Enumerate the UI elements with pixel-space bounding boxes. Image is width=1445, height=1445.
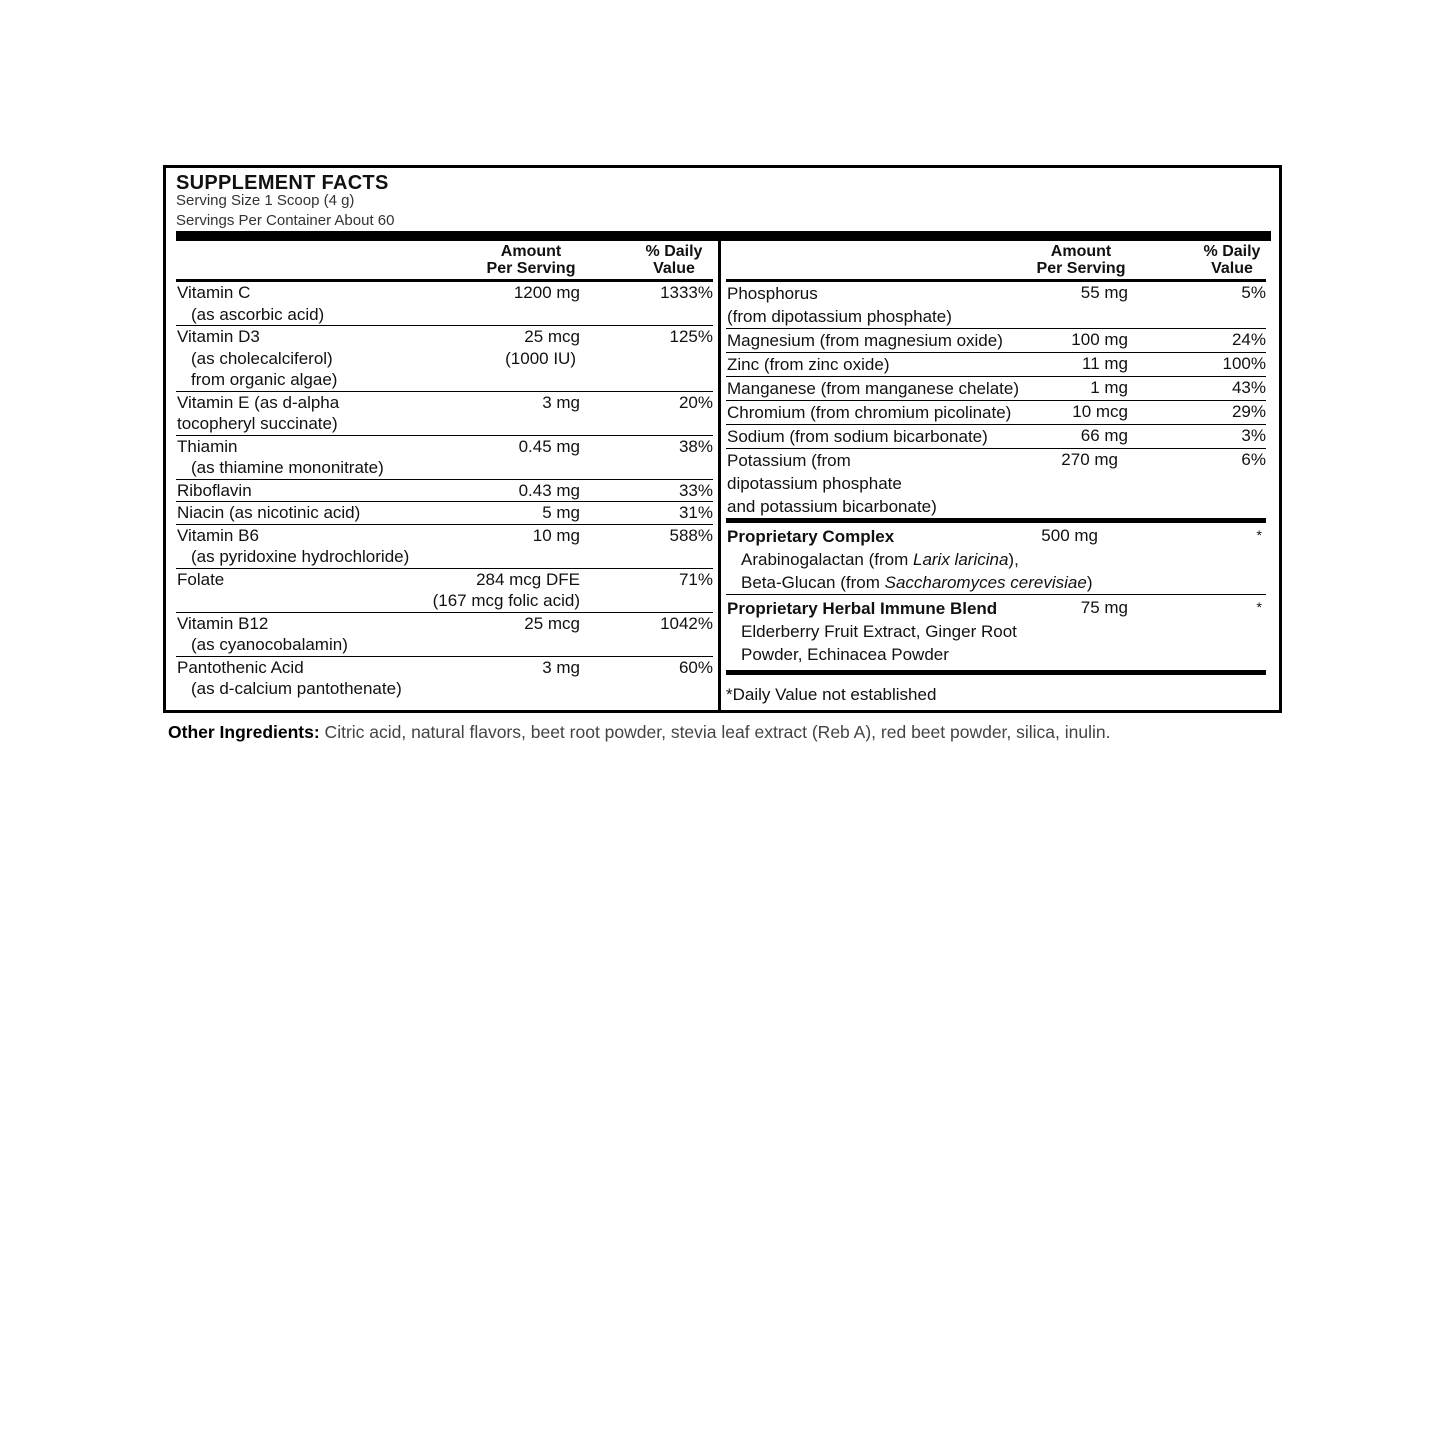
right-nutrient-column xyxy=(726,241,1266,705)
left-nutrient-column xyxy=(176,241,713,700)
nutrient-name: Zinc (from zinc oxide) xyxy=(727,355,890,374)
nutrient-source: (as ascorbic acid) xyxy=(191,304,325,324)
nutrient-daily-value: 100% xyxy=(1222,354,1266,373)
serving-size: Serving Size 1 Scoop (4 g) xyxy=(176,192,355,209)
nutrient-daily-value: 125% xyxy=(669,327,713,346)
amount-header-line: Per Serving xyxy=(486,260,576,277)
nutrient-amount: 10 mg xyxy=(532,525,580,545)
nutrient-daily-value: 3% xyxy=(1241,426,1266,445)
blend-latin-name: Larix laricina xyxy=(912,550,1009,569)
nutrient-amount: 5 mg xyxy=(542,503,580,522)
nutrient-amount: 0.43 mg xyxy=(518,480,580,500)
nutrient-name: Pantothenic Acid xyxy=(177,657,304,677)
nutrient-row xyxy=(176,282,713,326)
nutrient-amount: 270 mg xyxy=(1061,450,1118,469)
nutrient-source: (as thiamine mononitrate) xyxy=(191,458,384,477)
nutrient-name: Potassium (from xyxy=(727,451,851,470)
nutrient-amount: 55 mg xyxy=(1080,283,1128,302)
blend-ingredients-line xyxy=(726,571,1266,594)
nutrient-source: (as pyridoxine hydrochloride) xyxy=(191,547,410,566)
nutrient-row xyxy=(176,525,713,569)
nutrient-source: from organic algae) xyxy=(191,370,338,389)
nutrient-amount: 25 mcg xyxy=(524,613,580,633)
daily-value-header xyxy=(638,243,710,277)
nutrient-amount: 3 mg xyxy=(542,392,580,412)
daily-value-header xyxy=(1196,243,1268,277)
nutrient-name: Magnesium (from magnesium oxide) xyxy=(727,331,1003,350)
nutrient-amount: 11 mg xyxy=(1082,354,1128,373)
blend-text: Beta-Glucan (from xyxy=(741,573,885,592)
nutrient-row xyxy=(726,329,1266,353)
nutrient-row xyxy=(726,449,1266,523)
nutrient-amount: 66 mg xyxy=(1080,426,1128,445)
nutrient-row xyxy=(726,425,1266,449)
nutrient-source: (as cholecalciferol) xyxy=(191,348,333,368)
blend-daily-value: * xyxy=(1256,527,1262,543)
nutrient-amount: 100 mg xyxy=(1071,330,1128,349)
nutrient-row xyxy=(726,401,1266,425)
nutrient-daily-value: 588% xyxy=(669,525,713,545)
nutrient-name: Vitamin E (as d-alpha xyxy=(177,392,340,412)
blend-text: Arabinogalactan (from xyxy=(741,550,913,569)
nutrient-amount xyxy=(433,569,580,612)
nutrient-name: Phosphorus xyxy=(727,284,818,303)
daily-value-footnote: *Daily Value not established xyxy=(726,685,937,704)
blend-name: Proprietary Herbal Immune Blend xyxy=(727,599,998,618)
nutrient-name: Vitamin C xyxy=(177,283,251,302)
nutrient-row xyxy=(176,326,713,392)
nutrient-daily-value: 71% xyxy=(678,569,713,589)
nutrient-daily-value: 31% xyxy=(678,503,713,522)
nutrient-row xyxy=(176,480,713,503)
nutrient-name: Thiamin xyxy=(177,436,238,456)
amount-header-line: Amount xyxy=(500,243,562,260)
nutrient-name: Folate xyxy=(177,569,225,589)
nutrient-name: Sodium (from sodium bicarbonate) xyxy=(727,427,988,446)
nutrient-name: Vitamin B12 xyxy=(177,613,269,633)
blend-ingredients-line xyxy=(726,548,1266,571)
blend-amount: 75 mg xyxy=(1080,598,1128,617)
nutrient-amount: 1 mg xyxy=(1090,378,1128,397)
nutrient-amount: 1200 mg xyxy=(513,283,580,302)
panel-title: SUPPLEMENT FACTS xyxy=(176,172,389,194)
amount-line: (1000 IU) xyxy=(505,348,576,368)
proprietary-herbal-row xyxy=(726,595,1266,675)
amount-header xyxy=(1026,243,1136,277)
nutrient-daily-value: 6% xyxy=(1241,450,1266,469)
nutrient-source: (from dipotassium phosphate) xyxy=(727,307,952,326)
nutrient-row xyxy=(176,502,713,525)
nutrient-row xyxy=(176,436,713,480)
nutrient-name: Manganese (from manganese chelate) xyxy=(727,379,1019,398)
other-ingredients xyxy=(168,722,1111,743)
column-header xyxy=(176,241,713,282)
blend-text: ), xyxy=(1008,550,1019,569)
proprietary-complex-row xyxy=(726,523,1266,595)
blend-amount: 500 mg xyxy=(1041,526,1098,545)
amount-line: 25 mcg xyxy=(524,327,580,346)
dv-header-line: Value xyxy=(653,260,695,277)
other-ingredients-label: Other Ingredients: xyxy=(168,722,320,742)
amount-line: 284 mcg DFE xyxy=(476,569,580,589)
column-divider xyxy=(718,241,721,710)
nutrient-source: (as cyanocobalamin) xyxy=(191,635,348,654)
servings-per-container: Servings Per Container About 60 xyxy=(176,212,395,229)
nutrient-daily-value: 43% xyxy=(1231,378,1266,397)
amount-header-line: Per Serving xyxy=(1036,260,1126,277)
other-ingredients-text: Citric acid, natural flavors, beet root powder, stevia leaf extract (Reb A), red beet powder, silica, inulin. xyxy=(319,722,1111,742)
header-divider xyxy=(176,231,1271,241)
nutrient-name: Riboflavin xyxy=(177,480,252,500)
nutrient-source: and potassium bicarbonate) xyxy=(727,497,937,516)
nutrient-daily-value: 38% xyxy=(678,436,713,456)
amount-line: (167 mcg folic acid) xyxy=(432,591,580,610)
blend-latin-name: Saccharomyces cerevisiae xyxy=(884,573,1087,592)
nutrient-daily-value: 24% xyxy=(1231,330,1266,349)
nutrient-amount: 0.45 mg xyxy=(518,436,580,456)
nutrient-amount xyxy=(505,326,580,369)
nutrient-source: (as d-calcium pantothenate) xyxy=(191,679,402,698)
nutrient-source: dipotassium phosphate xyxy=(727,474,902,493)
nutrient-row xyxy=(176,613,713,657)
column-header xyxy=(726,241,1266,282)
nutrient-name: Niacin (as nicotinic acid) xyxy=(177,503,361,522)
nutrient-daily-value: 60% xyxy=(678,657,713,677)
nutrient-amount: 10 mcg xyxy=(1072,402,1128,421)
nutrient-row xyxy=(176,392,713,436)
blend-ingredients-line: Elderberry Fruit Extract, Ginger Root xyxy=(741,622,1017,641)
nutrient-row xyxy=(726,282,1266,329)
amount-header-line: Amount xyxy=(1050,243,1112,260)
supplement-facts-panel xyxy=(163,165,1282,713)
nutrient-row xyxy=(176,657,713,700)
dv-header-line: Value xyxy=(1211,260,1253,277)
blend-text: ) xyxy=(1086,573,1093,592)
nutrient-name: Vitamin B6 xyxy=(177,525,259,545)
dv-header-line: % Daily xyxy=(1203,243,1261,260)
amount-header xyxy=(476,243,586,277)
dv-header-line: % Daily xyxy=(645,243,703,260)
blend-name: Proprietary Complex xyxy=(727,527,895,546)
nutrient-daily-value: 1042% xyxy=(660,613,713,633)
nutrient-row xyxy=(726,377,1266,401)
nutrient-amount: 3 mg xyxy=(542,657,580,677)
nutrient-row xyxy=(176,569,713,613)
nutrient-daily-value: 29% xyxy=(1231,402,1266,421)
nutrient-source: tocopheryl succinate) xyxy=(177,414,338,433)
blend-daily-value: * xyxy=(1256,599,1262,615)
nutrient-daily-value: 5% xyxy=(1241,283,1266,302)
nutrient-row xyxy=(726,353,1266,377)
nutrient-daily-value: 1333% xyxy=(660,283,713,302)
blend-ingredients-line: Powder, Echinacea Powder xyxy=(741,645,949,664)
nutrient-daily-value: 20% xyxy=(678,392,713,412)
nutrient-daily-value: 33% xyxy=(678,480,713,500)
nutrient-name: Vitamin D3 xyxy=(177,327,260,346)
nutrient-name: Chromium (from chromium picolinate) xyxy=(727,403,1012,422)
